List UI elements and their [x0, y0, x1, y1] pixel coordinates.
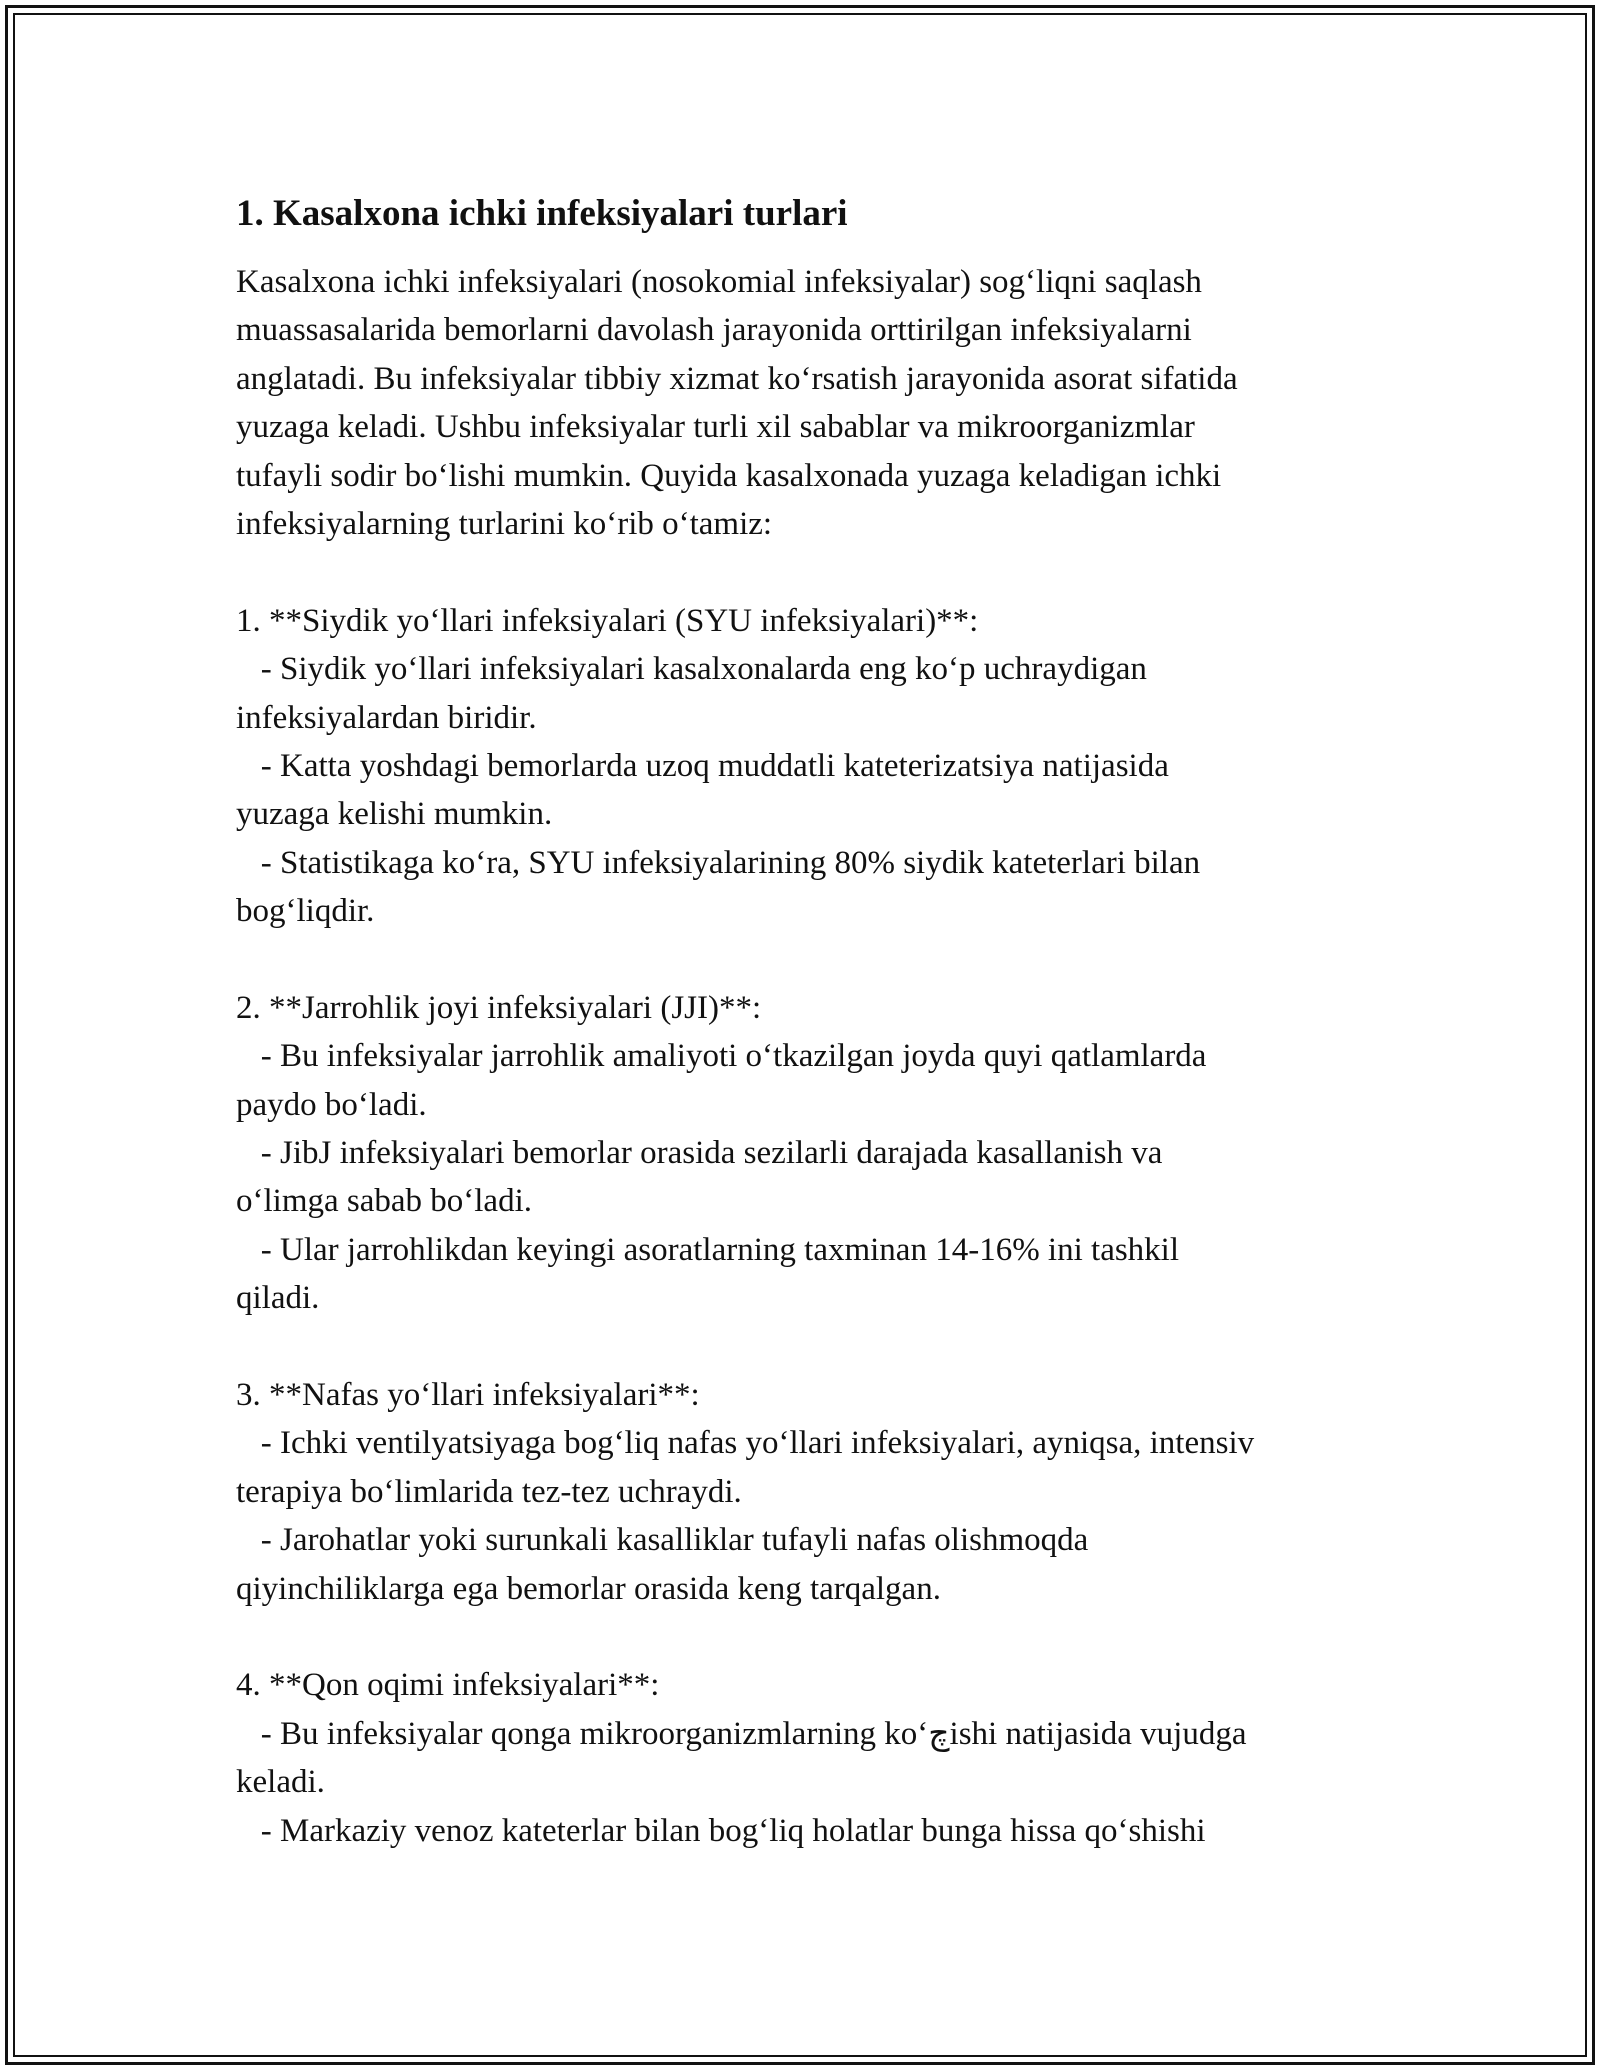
- list-item-line: - Bu infeksiyalar qonga mikroorganizmlarning ko‘چishi natijasida vujudga: [236, 1715, 1247, 1752]
- list-item-line: paydo bo‘ladi.: [236, 1086, 427, 1123]
- list-item-line: - Statistikaga ko‘ra, SYU infeksiyalarining 80% siydik kateterlari bilan: [236, 844, 1201, 881]
- list-item-line: - Katta yoshdagi bemorlarda uzoq muddatli kateterizatsiya natijasida: [236, 747, 1169, 784]
- list-section-2: [236, 935, 1386, 1322]
- intro-paragraph: [236, 258, 1386, 548]
- document-body: [236, 188, 1386, 1855]
- list-item-line: bog‘liqdir.: [236, 893, 375, 930]
- list-item-line: qiladi.: [236, 1280, 320, 1317]
- list-item-line: yuzaga kelishi mumkin.: [236, 796, 553, 833]
- list-item-line: infeksiyalardan biridir.: [236, 699, 537, 736]
- list-item-line: o‘limga sabab bo‘ladi.: [236, 1183, 533, 1220]
- list-section-1: [236, 548, 1386, 935]
- blank-line: [236, 935, 1386, 983]
- list-item-title: 1. **Siydik yo‘llari infeksiyalari (SYU infeksiyalari)**:: [236, 602, 979, 639]
- list-item-line: - Jarohatlar yoki surunkali kasalliklar tufayli nafas olishmoqda: [236, 1522, 1089, 1559]
- blank-line: [236, 1323, 1386, 1371]
- intro-line: Kasalxona ichki infeksiyalari (nosokomial infeksiyalar) sog‘liqni saqlash: [236, 264, 1202, 300]
- list-item-line: qiyinchiliklarga ega bemorlar orasida keng tarqalgan.: [236, 1570, 941, 1607]
- intro-line: muassasalarida bemorlarni davolash jarayonida orttirilgan infeksiyalarni: [236, 312, 1192, 349]
- list-item-title: 2. **Jarrohlik joyi infeksiyalari (JJI)**:: [236, 989, 762, 1026]
- list-item-line: - Siydik yo‘llari infeksiyalari kasalxonalarda eng ko‘p uchraydigan: [236, 651, 1147, 688]
- list-item-line: - JibJ infeksiyalari bemorlar orasida sezilarli darajada kasallanish va: [236, 1135, 1163, 1172]
- list-item-title: 4. **Qon oqimi infeksiyalari**:: [236, 1667, 660, 1704]
- blank-line: [236, 1613, 1386, 1661]
- list-item-line: - Markaziy venoz kateterlar bilan bog‘liq holatlar bunga hissa qo‘shishi: [236, 1812, 1206, 1849]
- list-item-line: - Bu infeksiyalar jarrohlik amaliyoti o‘tkazilgan joyda quyi qatlamlarda: [236, 1038, 1207, 1075]
- intro-line: infeksiyalarning turlarini ko‘rib o‘tamiz:: [236, 505, 773, 542]
- intro-line: yuzaga keladi. Ushbu infeksiyalar turli xil sabablar va mikroorganizmlar: [236, 409, 1195, 446]
- list-section-4: [236, 1613, 1386, 1855]
- blank-line: [236, 548, 1386, 596]
- list-item-line: - Ichki ventilyatsiyaga bog‘liq nafas yo‘llari infeksiyalari, ayniqsa, intensiv: [236, 1425, 1255, 1462]
- intro-line: anglatadi. Bu infeksiyalar tibbiy xizmat ko‘rsatish jarayonida asorat sifatida: [236, 360, 1238, 397]
- list-section-3: [236, 1323, 1386, 1613]
- list-item-line: keladi.: [236, 1764, 325, 1801]
- list-item-title: 3. **Nafas yo‘llari infeksiyalari**:: [236, 1376, 700, 1413]
- section-heading: 1. Kasalxona ichki infeksiyalari turlari: [236, 193, 848, 234]
- list-item-line: - Ular jarrohlikdan keyingi asoratlarning taxminan 14-16% ini tashkil: [236, 1231, 1180, 1268]
- intro-line: tufayli sodir bo‘lishi mumkin. Quyida kasalxonada yuzaga keladigan ichki: [236, 457, 1222, 494]
- list-item-line: terapiya bo‘limlarida tez-tez uchraydi.: [236, 1473, 742, 1510]
